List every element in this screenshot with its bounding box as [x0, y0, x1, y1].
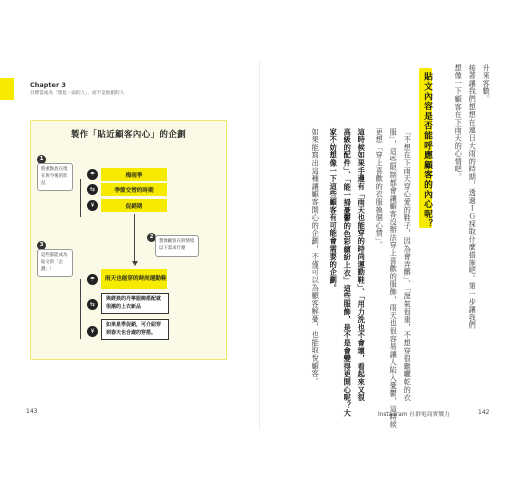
- bold-line-3: 家不妨想像一下這些顧客有可能會需要的企劃。: [329, 128, 339, 292]
- body-line-3: 更想「穿上喜歡的衣服換個心情」。: [375, 128, 385, 250]
- sale-icon: ¥: [87, 200, 98, 211]
- right-page-number: 142: [478, 409, 490, 416]
- umbrella-icon: ☂: [87, 169, 98, 180]
- intro-line-3: 想像一下顧客在下雨天的心情吧。: [454, 64, 464, 181]
- item-season-change: 季節交替的時期: [101, 183, 167, 196]
- item-sale-period: 促銷期: [101, 199, 167, 212]
- step-2-badge: 2: [147, 233, 156, 242]
- step-1-bubble: 將重點放在現在與今後的狀況: [37, 163, 73, 191]
- season-change-icon: ⇆: [87, 299, 98, 310]
- flow-arrow-line: [134, 214, 135, 262]
- step-2-bubble: 想像顧客在與情境以下需求什麼: [155, 235, 199, 257]
- planning-diagram: [30, 120, 227, 360]
- item-rain-sneakers: 雨天也能穿的時尚運動鞋: [101, 269, 167, 289]
- item-rainy-season: 梅雨季: [101, 168, 167, 181]
- step-3-bubble: 這些都能成為貼文的「企劃」！: [37, 249, 73, 277]
- diagram-title: 製作「貼近顧客內心」的企劃: [70, 129, 187, 139]
- step-1-badge: 1: [37, 155, 46, 164]
- bold-line-2: 高級的配件」、「能一掃憂鬱的色彩繽紛上衣」這些服飾，是不是會變得更開心呢？大: [343, 128, 353, 418]
- chapter-tab: [0, 78, 14, 100]
- body-line-1: 「不想在下雨天穿心愛的鞋子，因為會弄髒」、「溼氣很重，不想穿很難曬乾的衣: [403, 128, 413, 402]
- item-sale-outfits: 如果是季促銷，可介紹穿到春天也合適的穿搭。: [101, 319, 169, 340]
- connector-top: [80, 179, 81, 217]
- left-page-number: 143: [26, 408, 38, 415]
- season-change-icon: ⇆: [87, 184, 98, 195]
- bold-line-1: 這時候如果手邊有「雨天也能穿的時尚運動鞋」、「用力洗也不會壞，看起來又很: [357, 128, 367, 402]
- item-denim-tops: 與經典的丹寧服飾搭配就很潮的上衣新品: [101, 293, 169, 314]
- closing-line-1: 如果能寫出這種讓顧客開心的企劃，不僅可以為顧客解憂，也能取悅顧客。: [311, 128, 321, 386]
- gutter: [259, 60, 260, 430]
- intro-line-2: 接著讓我們想想在連日大雨的時期，透過ＩＧ採取什麼措施吧。第一步讓我們: [468, 64, 478, 330]
- umbrella-icon: ☂: [87, 274, 98, 285]
- chapter-label: Chapter 3: [30, 81, 66, 89]
- sale-icon: ¥: [87, 326, 98, 337]
- step-3-badge: 3: [37, 241, 46, 250]
- book-title-footer: Instagram 社群電商實戰力: [378, 412, 450, 418]
- chapter-subtitle: 目標當成為「想見一面的人」，而不是推銷的人: [30, 91, 125, 96]
- flow-arrow-head: [132, 261, 138, 266]
- section-heading: 貼文內容是否能呼應顧客的內心呢？: [422, 72, 432, 229]
- connector-bottom: [80, 279, 81, 339]
- intro-line-1: 升來客數。: [482, 64, 492, 103]
- body-line-2: 服」，這些限制都會讓顧客沒辦法穿上喜歡的服飾，雨天也很容易讓人陷入憂鬱，這時候: [389, 128, 399, 429]
